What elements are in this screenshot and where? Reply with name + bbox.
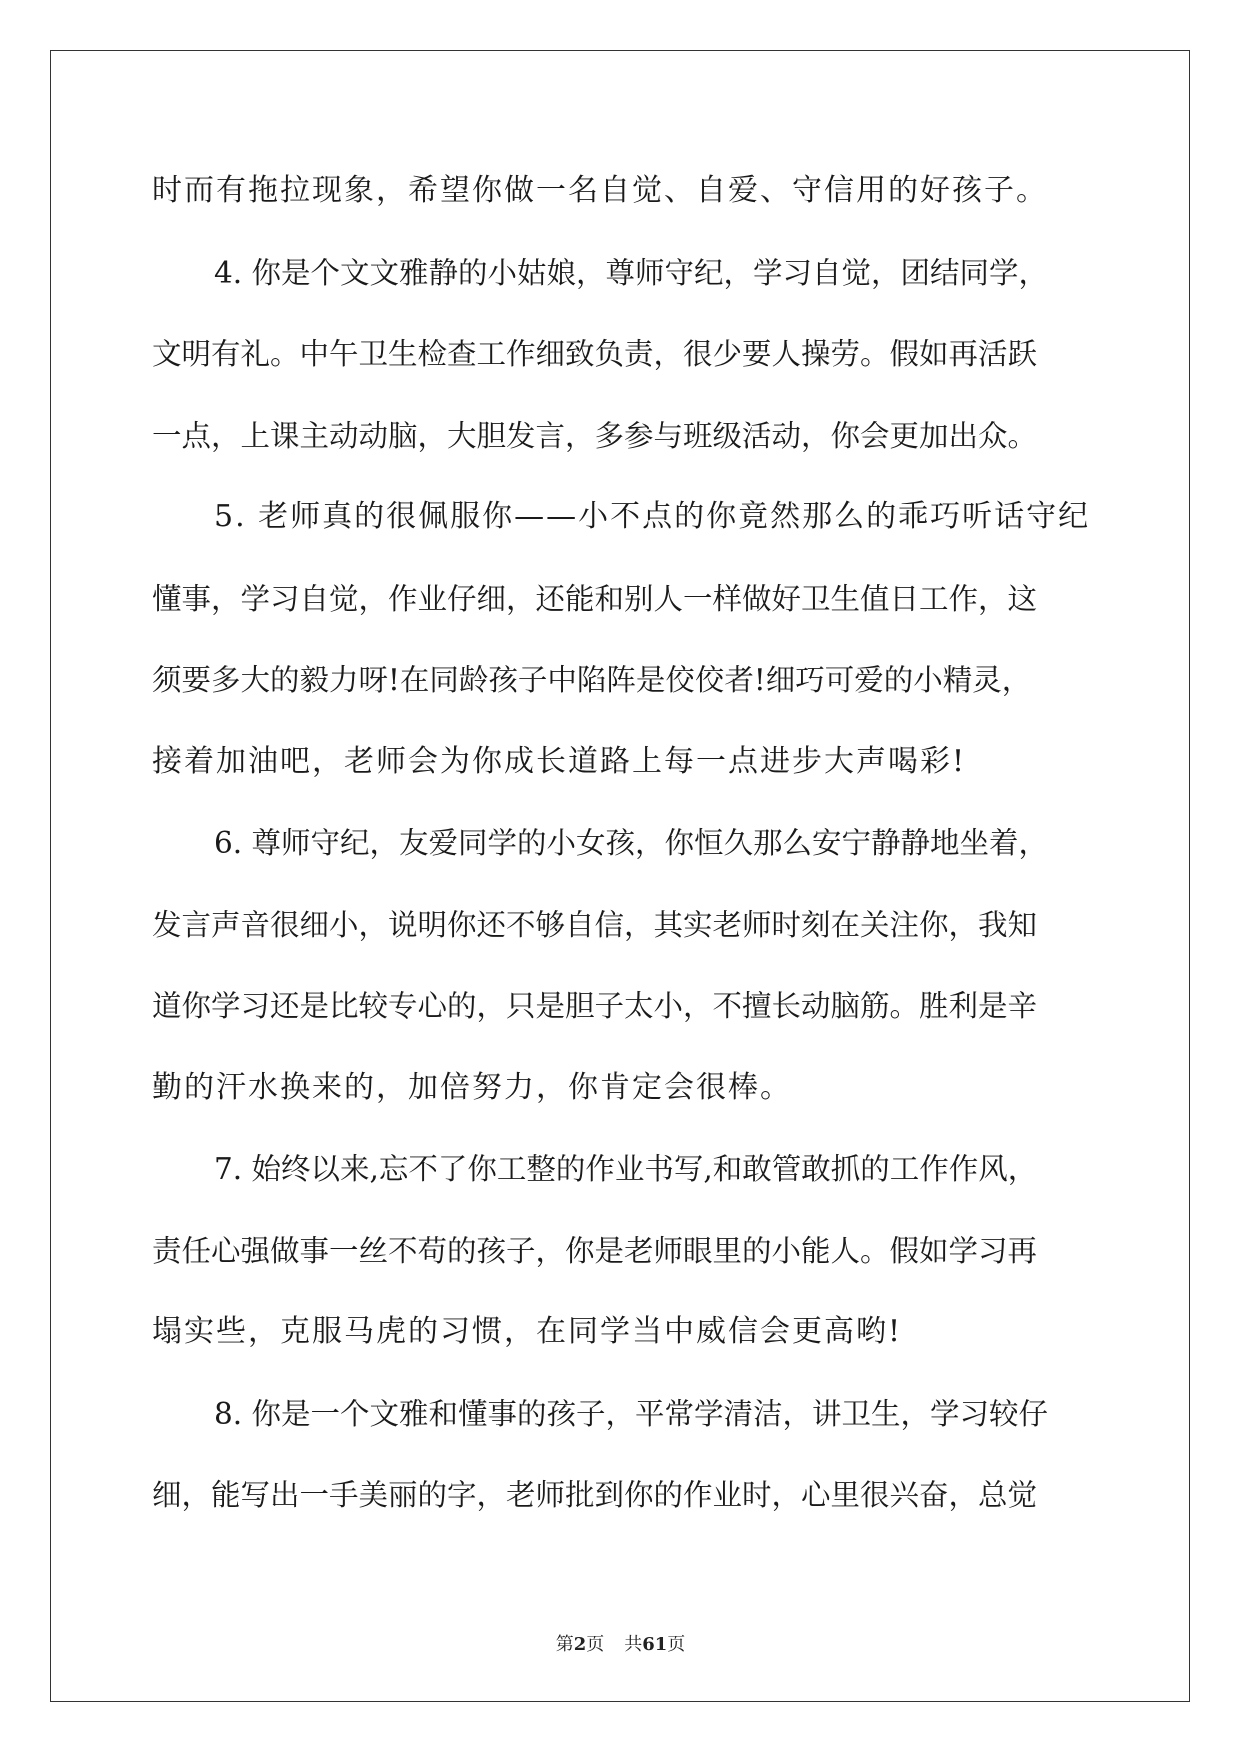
page-prefix: 第 [555, 1634, 574, 1655]
text-line: 责任心强做事一丝不苟的孩子，你是老师眼里的小能人。假如学习再 [152, 1233, 1038, 1268]
page-footer [0, 1630, 1241, 1656]
text-line: 道你学习还是比较专心的，只是胆子太小，不擅长动脑筋。胜利是辛 [152, 989, 1038, 1023]
document-body [152, 166, 1092, 1552]
text-line: 接着加油吧，老师会为你成长道路上每一点进步大声喝彩! [152, 743, 967, 779]
page-suffix: 页 [586, 1634, 605, 1655]
total-pages: 61 [642, 1634, 668, 1655]
text-line: 文明有礼。中午卫生检查工作细致负责，很少要人操劳。假如再活跃 [152, 337, 1038, 371]
text-line: 一点，上课主动动脑，大胆发言，多参与班级活动，你会更加出众。 [152, 418, 1038, 453]
text-line: 发言声音很细小，说明你还不够自信，其实老师时刻在关注你，我知 [152, 907, 1038, 942]
text-line: 时而有拖拉现象，希望你做一名自觉、自爱、守信用的好孩子。 [152, 173, 1048, 208]
total-prefix: 共 [624, 1634, 643, 1655]
text-line: 5. 老师真的很佩服你——小不点的你竟然那么的乖巧听话守纪 [214, 499, 1091, 534]
text-line: 细，能写出一手美丽的字，老师批到你的作业时，心里很兴奋，总觉 [152, 1478, 1038, 1512]
total-suffix: 页 [667, 1634, 686, 1655]
text-line: 8. 你是一个文雅和懂事的孩子，平常学清洁，讲卫生，学习较仔 [214, 1396, 1049, 1431]
text-line: 塌实些，克服马虎的习惯，在同学当中威信会更高哟! [152, 1314, 903, 1349]
text-line: 须要多大的毅力呀!在同龄孩子中陷阵是佼佼者!细巧可爱的小精灵， [152, 663, 1032, 697]
text-line: 6. 尊师守纪，友爱同学的小女孩，你恒久那么安宁静静地坐着， [214, 826, 1049, 860]
text-line: 勤的汗水换来的，加倍努力，你肯定会很棒。 [152, 1069, 792, 1105]
text-line: 4. 你是个文文雅静的小姑娘，尊师守纪，学习自觉，团结同学， [214, 255, 1049, 290]
page-number: 2 [573, 1634, 587, 1655]
text-line: 7. 始终以来,忘不了你工整的作业书写,和敢管敢抓的工作作风， [214, 1152, 1038, 1186]
text-line: 懂事，学习自觉，作业仔细，还能和别人一样做好卫生值日工作，这 [152, 581, 1038, 616]
